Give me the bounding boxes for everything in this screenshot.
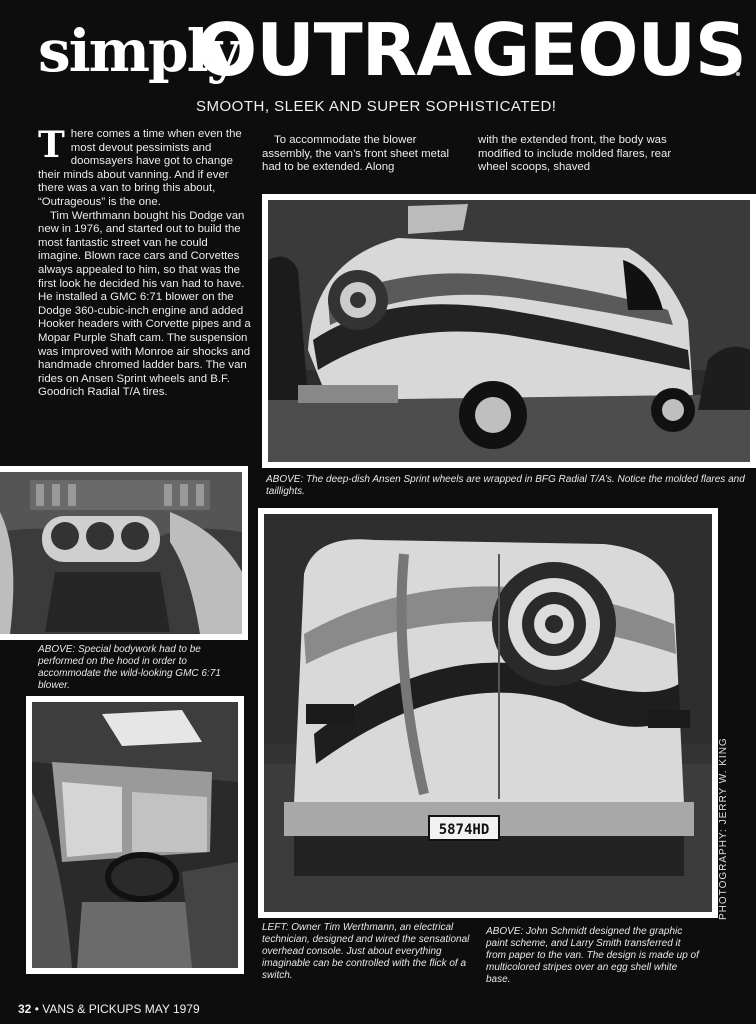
title-simply: simply [38, 17, 239, 85]
van-rear-image [264, 514, 712, 912]
license-plate: 5874HD [438, 822, 490, 838]
page-title: OUTRAGEOUS [196, 8, 746, 92]
caption-rear-view: ABOVE: John Schmidt designed the graphic paint scheme, and Larry Smith transferred it from paper to the van. The design is made up of multicolored stripes over an egg shell white base. [486, 926, 699, 985]
article-column-3 [478, 134, 674, 175]
page-number: 32 [18, 1002, 32, 1016]
caption-hood: ABOVE: Special bodywork had to be performed on the hood in order to accommodate the wild-looking GMC 6:71 blower. [38, 644, 221, 691]
magazine-issue: • VANS & PICKUPS MAY 1979 [34, 1002, 200, 1016]
article-column-1 [38, 124, 252, 400]
photo-credit: PHOTOGRAPHY: JERRY W. KING [718, 737, 729, 920]
article-column-2 [262, 134, 458, 175]
caption-interior: LEFT: Owner Tim Werthmann, an electrical technician, designed and wired the sensational overhead console. Just about everything imaginable can be controlled with the flick of a switch. [262, 922, 470, 981]
subtitle: SMOOTH, SLEEK AND SUPER SOPHISTICATED! [196, 98, 557, 115]
photo-interior [26, 696, 244, 974]
interior-image [32, 702, 238, 968]
van-side-image [268, 200, 750, 462]
hood-image [0, 472, 242, 634]
drop-cap: T [38, 124, 65, 166]
article-paragraph: with the extended front, the body was modified to include molded flares, rear wheel scoops, shaved [478, 134, 672, 174]
photo-hood [0, 466, 248, 640]
article-lead: here comes a time when even the most devout pessimists and doomsayers have got to change their minds about vanning. And if ever there was a van to bring this about, “Outrageous” is the one. [38, 128, 242, 208]
article-paragraph: To accommodate the blower assembly, the van’s front sheet metal had to be extended. Along [262, 134, 449, 174]
article-paragraph: Tim Werthmann bought his Dodge van new in 1976, and started out to build the most fantastic street van he could imagine. Blown race cars and Corvettes always appealed to him, so that was the first look he decided his van had to have. He installed a GMC 6:71 blower on the Dodge 360-cubic-inch engine and added Hooker headers with Corvette pipes and a Mopar Purple Shaft cam. The suspension was improved with Monroe air shocks and handmade chromed ladder bars. The van rides on Ansen Sprint wheels and B.F. Goodrich Radial T/A tires. [38, 209, 251, 399]
photo-van-rear [258, 508, 718, 918]
page-footer [18, 1002, 200, 1016]
photo-van-side [262, 194, 756, 468]
caption-side-view: ABOVE: The deep-dish Ansen Sprint wheels are wrapped in BFG Radial T/A’s. Notice the molded flares and taillights. [266, 474, 745, 497]
